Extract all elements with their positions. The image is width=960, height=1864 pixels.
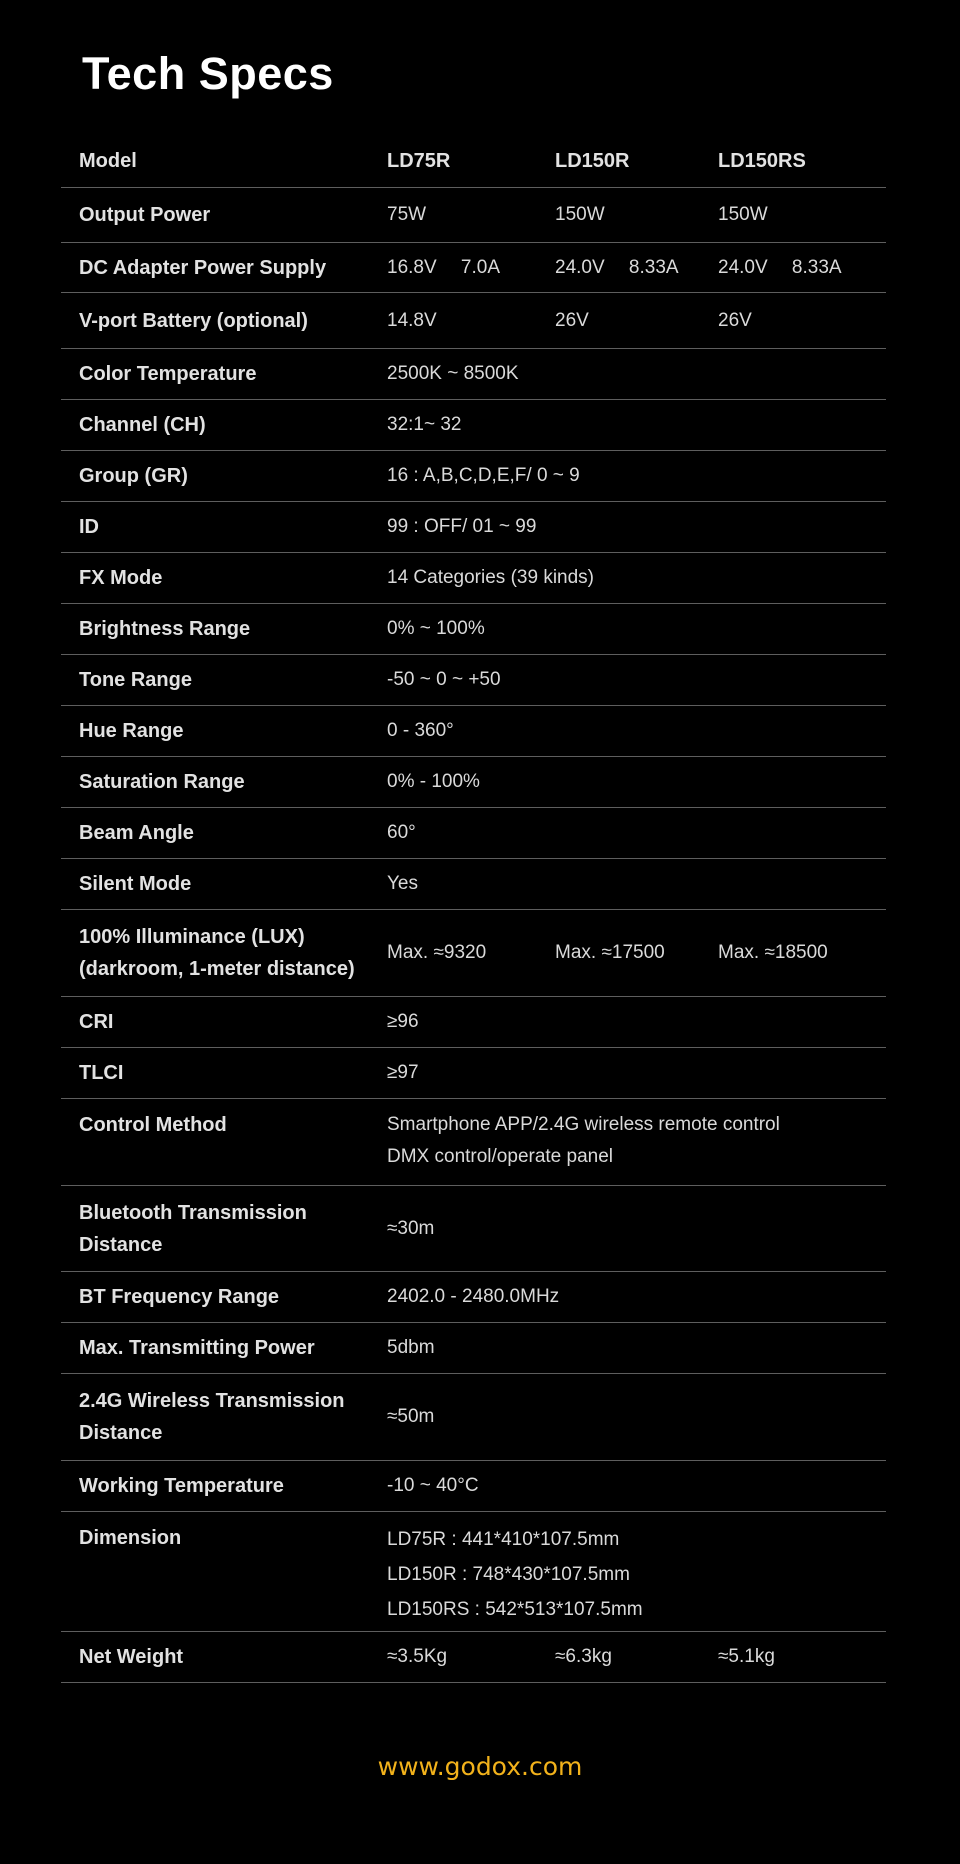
table-row — [61, 553, 886, 604]
table-row — [61, 655, 886, 706]
row-label: Model — [79, 150, 137, 172]
cell-ld150r: Max. ≈17500 — [555, 942, 665, 963]
row-label: Saturation Range — [79, 771, 245, 793]
row-values — [387, 1213, 886, 1245]
table-row — [61, 604, 886, 655]
table-row — [61, 1099, 886, 1186]
row-label: Color Temperature — [79, 363, 257, 385]
cell-ld75r: ≈3.5Kg — [387, 1646, 448, 1667]
row-value — [387, 1522, 886, 1627]
row-value: 14 Categories (39 kinds) — [387, 567, 594, 588]
row-label: Group (GR) — [79, 465, 188, 487]
row-label: Max. Transmitting Power — [79, 1337, 315, 1359]
row-values — [387, 1006, 886, 1038]
row-value: Yes — [387, 873, 418, 894]
row-values — [387, 562, 886, 594]
row-label: ID — [79, 516, 99, 538]
row-value — [387, 1109, 886, 1173]
model-ld150rs: LD150RS — [718, 150, 806, 172]
row-values — [387, 1641, 886, 1673]
row-label: DC Adapter Power Supply — [79, 256, 327, 279]
row-value: 0% ~ 100% — [387, 618, 485, 639]
row-label: Working Temperature — [79, 1475, 284, 1497]
row-values — [387, 145, 886, 177]
table-row — [61, 1374, 886, 1461]
table-row — [61, 910, 886, 997]
row-label: Dimension — [79, 1527, 182, 1549]
row-label: Brightness Range — [79, 618, 251, 640]
row-value-line: LD150RS : 542*513*107.5mm — [387, 1599, 643, 1620]
row-values — [387, 613, 886, 645]
table-row — [61, 1632, 886, 1683]
cell-ld150r: 26V — [555, 309, 589, 331]
table-row — [61, 293, 886, 349]
row-value-line: LD75R : 441*410*107.5mm — [387, 1529, 620, 1550]
table-row — [61, 400, 886, 451]
row-label: BT Frequency Range — [79, 1286, 280, 1308]
row-label: FX Mode — [79, 567, 163, 589]
row-label: CRI — [79, 1011, 114, 1033]
cell-ld150rs: 24.0V 8.33A — [718, 256, 842, 278]
table-row — [61, 706, 886, 757]
table-row — [61, 859, 886, 910]
row-values — [387, 1470, 886, 1502]
row-value: -50 ~ 0 ~ +50 — [387, 669, 501, 690]
row-label-line: (darkroom, 1-meter distance) — [79, 958, 355, 980]
row-values — [387, 937, 886, 969]
cell-ld150r: ≈6.3kg — [555, 1646, 612, 1667]
row-value: ≥97 — [387, 1062, 419, 1083]
row-value: 5dbm — [387, 1337, 435, 1358]
model-ld75r: LD75R — [387, 150, 451, 172]
row-values — [387, 305, 886, 337]
cell-ld150rs: 150W — [718, 204, 768, 225]
row-values — [387, 715, 886, 747]
table-row — [61, 808, 886, 859]
cell-ld75r: 75W — [387, 204, 427, 225]
row-value: 16 : A,B,C,D,E,F/ 0 ~ 9 — [387, 465, 580, 486]
row-label: V-port Battery (optional) — [79, 309, 308, 332]
row-label: Tone Range — [79, 669, 192, 691]
row-value: 2402.0 - 2480.0MHz — [387, 1286, 560, 1307]
model-ld150r: LD150R — [555, 150, 630, 172]
row-value: 60° — [387, 822, 416, 843]
table-header-row — [61, 135, 886, 188]
row-label-line: Bluetooth Transmission — [79, 1201, 307, 1224]
row-values — [387, 1512, 886, 1627]
row-values — [387, 1332, 886, 1364]
row-value: ≈50m — [387, 1406, 435, 1427]
row-values — [387, 358, 886, 390]
website-link[interactable]: www.godox.com — [377, 1752, 583, 1781]
table-row — [61, 188, 886, 243]
cell-ld150rs: Max. ≈18500 — [718, 942, 828, 963]
row-values — [387, 460, 886, 492]
cell-ld75r: 14.8V — [387, 309, 437, 331]
table-row — [61, 1461, 886, 1512]
row-values — [387, 252, 886, 284]
row-label-line: 2.4G Wireless Transmission — [79, 1390, 345, 1412]
row-label: Net Weight — [79, 1646, 184, 1668]
row-label: Control Method — [79, 1114, 227, 1136]
table-row — [61, 757, 886, 808]
cell-ld150r: 150W — [555, 204, 605, 225]
row-value: 0% - 100% — [387, 771, 480, 792]
cell-ld150rs: 26V — [718, 309, 752, 331]
row-value: ≥96 — [387, 1011, 419, 1032]
row-values — [387, 199, 886, 231]
table-row — [61, 349, 886, 400]
cell-ld75r: Max. ≈9320 — [387, 942, 487, 963]
row-value: 99 : OFF/ 01 ~ 99 — [387, 516, 537, 537]
row-value: 2500K ~ 8500K — [387, 363, 519, 384]
row-values — [387, 1057, 886, 1089]
specs-table — [61, 135, 886, 1683]
cell-ld75r: 16.8V 7.0A — [387, 256, 501, 278]
row-values — [387, 868, 886, 900]
row-value: 0 - 360° — [387, 720, 454, 741]
row-label: Hue Range — [79, 720, 184, 742]
table-row — [61, 1048, 886, 1099]
row-values — [387, 511, 886, 543]
cell-ld150rs: ≈5.1kg — [718, 1646, 775, 1667]
page-title: Tech Specs — [82, 48, 334, 99]
row-label — [61, 1197, 387, 1261]
row-values — [387, 766, 886, 798]
table-row — [61, 1186, 886, 1272]
cell-ld150r: 24.0V 8.33A — [555, 256, 679, 278]
row-values — [387, 664, 886, 696]
table-row — [61, 451, 886, 502]
row-value: -10 ~ 40°C — [387, 1475, 479, 1496]
table-row — [61, 1272, 886, 1323]
row-label: Beam Angle — [79, 822, 194, 844]
table-row — [61, 243, 886, 293]
row-value: 32:1~ 32 — [387, 414, 462, 435]
row-label-line: Distance — [79, 1422, 163, 1444]
row-label: Channel (CH) — [79, 414, 206, 436]
row-values — [387, 409, 886, 441]
row-values — [387, 1099, 886, 1173]
row-values — [387, 1401, 886, 1433]
row-values — [387, 817, 886, 849]
row-values — [387, 1281, 886, 1313]
row-label-line: Distance — [79, 1233, 163, 1256]
row-label: Silent Mode — [79, 873, 192, 895]
table-row — [61, 1512, 886, 1632]
row-value-line: LD150R : 748*430*107.5mm — [387, 1564, 630, 1585]
table-row — [61, 1323, 886, 1374]
row-label: Output Power — [79, 204, 211, 226]
table-row — [61, 502, 886, 553]
row-label: TLCI — [79, 1062, 124, 1084]
row-label — [61, 921, 387, 985]
row-label — [61, 1385, 387, 1449]
row-value-line: DMX control/operate panel — [387, 1146, 614, 1167]
row-value: ≈30m — [387, 1217, 435, 1239]
row-value-line: Smartphone APP/2.4G wireless remote control — [387, 1114, 780, 1135]
row-label-line: 100% Illuminance (LUX) — [79, 926, 305, 948]
table-row — [61, 997, 886, 1048]
